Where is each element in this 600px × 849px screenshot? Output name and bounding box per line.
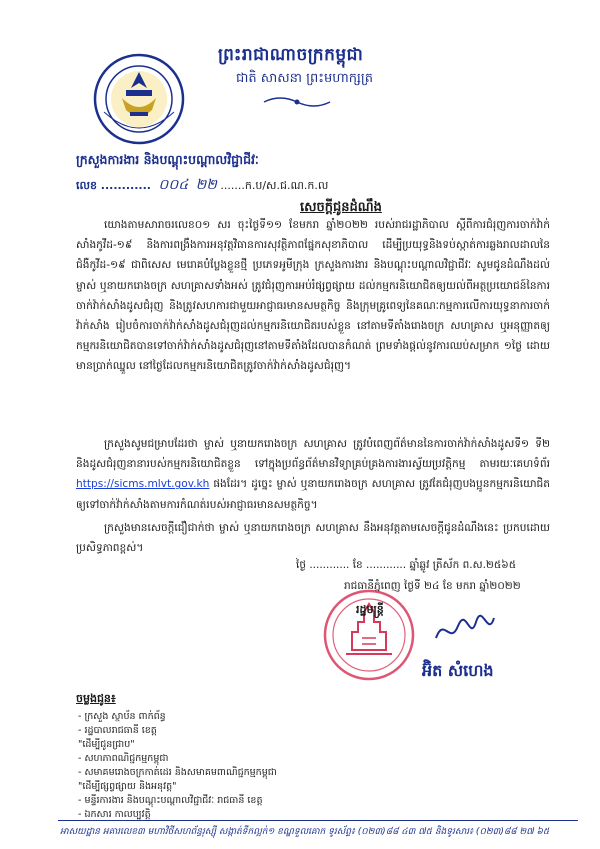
- footer-address: អាសយដ្ឋាន អគារលេខ៣ មហាវិថីសហព័ន្ធរុស្ស៊ី សង្កាត់ទឹកល្អក់១ ខណ្ឌទួលគោក ទូរស័ព្ទ៖ (០២៣)៨៨ ៤៣ ៧៥ និងទូរសារ៖ (០២៣)៨៨ ២៧ ៦៥: [60, 827, 550, 837]
- recipient-item: - ឯកសារ កាលប្បវត្តិ: [78, 809, 151, 820]
- body-paragraph-2: ក្រសួងសូមជម្រាបដែរថា ម្ចាស់ ឬនាយករោងចក្រ សហគ្រាស ត្រូវបំពេញព័ត៌មាននៃការចាក់វ៉ាក់សាំងដូសទី១ ទី២ និងដូសជំរុញនានារបស់កម្មករនិយោជិតខ្លួន ទៅក្នុងប្រព័ន្ធព័ត៌មានវិទ្យាគ្រប់គ្រងការងារស្វ័យប្រវត្តិកម្ម តាមរយៈគេហទំព័រ https://sicms.mlvt.gov.kh ផងដែរ។ ដូច្នេះ ម្ចាស់ ឬនាយករោងចក្រ សហគ្រាស ត្រូវតែជំរុញបងប្អូនកម្មករនិយោជិតឲ្យទៅចាក់វ៉ាក់សាំងតាមការកំណត់របស់អាជ្ញាធរមានសមត្ថកិច្ច។: [76, 438, 550, 511]
- national-motto: ជាតិ សាសនា ព្រះមហាក្សត្រ: [236, 71, 373, 86]
- reference-code: .......ក.ប/ស.ជ.ណ.ក.ល: [220, 179, 329, 192]
- reference-handwritten-number: ០០៤: [158, 177, 189, 193]
- body-paragraph-3: ក្រសួងមានសេចក្តីជឿជាក់ថា ម្ចាស់ ឬនាយករោងចក្រ សហគ្រាស នឹងអនុវត្តតាមសេចក្តីជូនដំណឹងនេះ ប្រកបដោយប្រសិទ្ធភាពខ្ពស់។: [76, 522, 550, 555]
- signatory-title: រដ្ឋមន្ត្រី: [356, 603, 384, 616]
- ministry-name: ក្រសួងការងារ និងបណ្តុះបណ្តាលវិជ្ជាជីវៈ: [76, 152, 259, 167]
- reference-number: លេខ ............ ០០៤ ២២ .......ក.ប/ស.ជ.ណ.ក.ល: [76, 177, 329, 193]
- kingdom-heading: ព្រះរាជាណាចក្រកម្ពុជា: [218, 45, 364, 65]
- recipient-note: "ដើម្បីជូនជ្រាប": [78, 739, 135, 750]
- ornament-divider-icon: [262, 94, 332, 110]
- footer-divider: [58, 820, 578, 821]
- body-paragraph-1: យោងតាមសារាចរលេខ០១ សរ ចុះថ្ងៃទី១១ ខែមករា ឆ្នាំ២០២២ របស់រាជរដ្ឋាភិបាល ស្តីពីការជំរុញការចាក់វ៉ាក់សាំងកូវីដ-១៩ និងការពង្រឹងការអនុវត្តវិធានការសុវត្ថិភាពផ្នែកសុខាភិបាល ដើម្បីប្រយុទ្ធនិងទប់ស្កាត់ការឆ្លងរាលដាលនៃជំងឺកូវីដ-១៩ ជាពិសេស មេរោគបំប្លែងខ្លួនថ្មី ប្រភេទអូមីក្រុង ក្រសួងការងារ និងបណ្តុះបណ្តាលវិជ្ជាជីវៈ សូមជូនដំណឹងដល់ម្ចាស់ ឬនាយករោងចក្រ សហគ្រាសទាំងអស់ ត្រូវជំរុញការអប់រំផ្សព្វផ្សាយ ដល់កម្មករនិយោជិតឲ្យយល់ពីអត្ថប្រយោជន៍នៃការចាក់វ៉ាក់សាំងដូសជំរុញ និងត្រូវសហការជាមួយអាជ្ញាធរមានសមត្ថកិច្ច និងក្រុមគ្រូពេទ្យនៃគណៈកម្មការលើការយុទ្ធនាការចាក់វ៉ាក់សាំង រៀបចំការចាក់វ៉ាក់សាំងដូសជំរុញដល់កម្មករនិយោជិតរបស់ខ្លួន នៅតាមទីតាំងរោងចក្រ សហគ្រាស ឬអនុញ្ញាតឲ្យកម្មករនិយោជិតបានទៅចាក់វ៉ាក់សាំងដូសជំរុញនៅតាមទីតាំងដែលបានកំណត់ ព្រមទាំងផ្តល់នូវការឈប់សម្រាក ១ថ្ងៃ ដោយមានប្រាក់ឈ្នួល នៅថ្ងៃដែលកម្មករនិយោជិតត្រូវចាក់វ៉ាក់សាំងដូសជំរុញ។: [76, 219, 550, 373]
- document-title: សេចក្តីជូនដំណឹង: [300, 200, 382, 215]
- solar-date: រាជធានីភ្នំពេញ ថ្ងៃទី ២៤ ខែ មករា ឆ្នាំ២០២២: [344, 580, 521, 592]
- recipient-item: - រដ្ឋបាលរាជធានី ខេត្ត: [78, 725, 157, 736]
- sicms-link[interactable]: https://sicms.mlvt.gov.kh: [76, 478, 210, 491]
- reference-handwritten-year: ២២: [195, 177, 217, 193]
- signatory-name: អ៊ិត សំហេង: [422, 661, 494, 680]
- handwritten-signature-icon: [430, 608, 500, 652]
- recipient-item: - សមាគមរោងចក្រកាត់ដេរ និងសមាគមពាណិជ្ជកម្មកម្ពុជា: [78, 767, 277, 778]
- recipient-item: - មន្ទីរការងារ និងបណ្តុះបណ្តាលវិជ្ជាជីវៈ រាជធានី ខេត្ត: [78, 795, 263, 806]
- recipient-item: - ក្រសួង ស្ថាប័ន ពាក់ព័ន្ធ: [78, 711, 166, 722]
- recipient-note: "ដើម្បីផ្សព្វផ្សាយ និងអនុវត្ត": [78, 781, 177, 792]
- copy-to-heading: ចម្លងជូន៖: [76, 692, 116, 705]
- ministry-logo: [92, 52, 186, 146]
- lunar-date: ថ្ងៃ ............ ខែ ............ ឆ្នាំឆ្លូវ ត្រីស័ក ព.ស.២៥៦៥: [296, 559, 517, 571]
- recipient-item: - សហភាពណិជ្ជកម្មកម្ពុជា: [78, 753, 169, 764]
